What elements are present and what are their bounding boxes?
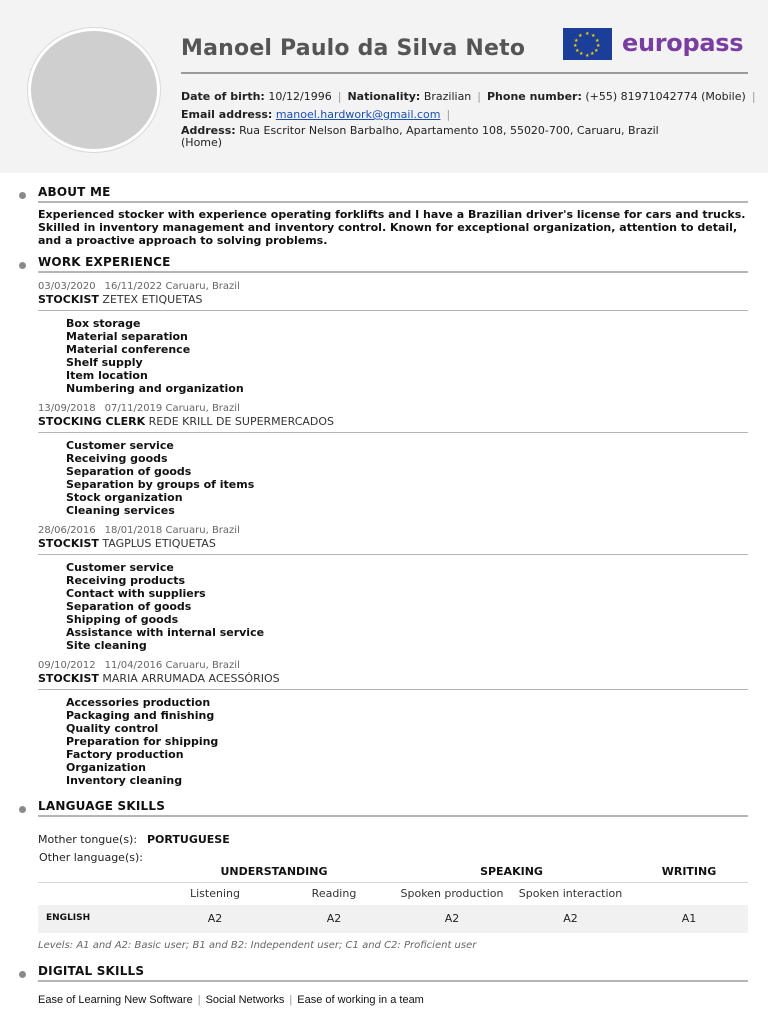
list-item: Packaging and finishing (66, 709, 215, 722)
job-start-date: 28/06/2016 (38, 525, 96, 536)
separator: | (477, 90, 481, 103)
subheader-spoken-production: Spoken production (400, 887, 504, 900)
section-divider (38, 201, 748, 203)
list-item: Stock organization (66, 491, 183, 504)
job-title (38, 537, 216, 550)
phone-value: (+55) 81971042774 (Mobile) (585, 90, 746, 103)
job-dates (38, 281, 240, 292)
list-item: Ease of working in a team (297, 994, 424, 1006)
job-company: ZETEX ETIQUETAS (102, 293, 203, 306)
separator: | (289, 994, 293, 1006)
level-spoken-production: A2 (444, 912, 460, 925)
list-item: Cleaning services (66, 504, 175, 517)
address-type: (Home) (181, 136, 223, 149)
job-divider (38, 310, 748, 311)
section-divider (38, 271, 748, 273)
job-title (38, 293, 203, 306)
profile-photo (28, 28, 160, 152)
job-company: TAGPLUS ETIQUETAS (102, 537, 216, 550)
nationality-label: Nationality: (347, 90, 421, 103)
mother-tongue-label: Mother tongue(s): (38, 833, 138, 846)
job-start-date: 13/09/2018 (38, 403, 96, 414)
separator: | (446, 108, 451, 121)
dob-value: 10/12/1996 (268, 90, 332, 103)
bullet-dot-icon (19, 262, 26, 269)
job-role: STOCKIST (38, 672, 99, 685)
dob-label: Date of birth: (181, 90, 265, 103)
job-dates (38, 403, 240, 414)
job-dates (38, 525, 240, 536)
job-role: STOCKIST (38, 537, 99, 550)
level-spoken-interaction: A2 (563, 912, 578, 925)
job-title (38, 672, 280, 685)
bullet-dot-icon (19, 192, 26, 199)
list-item: Shipping of goods (66, 613, 179, 626)
job-end-location: 16/11/2022 Caruaru, Brazil (104, 281, 240, 292)
eu-flag-icon: ★ ★ ★ ★ ★ ★ ★ ★ ★ ★ ★ ★ (563, 28, 612, 60)
header-understanding: UNDERSTANDING (220, 865, 328, 878)
nationality-value: Brazilian (423, 90, 472, 103)
job-divider (38, 554, 748, 555)
list-item: Quality control (66, 722, 159, 735)
address-line (181, 124, 659, 137)
separator: | (751, 90, 756, 103)
bullet-dot-icon (19, 971, 26, 978)
section-title-languages: LANGUAGE SKILLS (38, 799, 166, 813)
subheader-spoken-interaction: Spoken interaction (518, 887, 623, 900)
email-label: Email address: (181, 108, 273, 121)
level-reading: A2 (326, 912, 342, 925)
section-divider (38, 815, 748, 817)
language-name: ENGLISH (46, 913, 91, 923)
email-link[interactable]: manoel.hardwork@gmail.com (275, 108, 441, 121)
list-item: Box storage (66, 317, 141, 330)
level-listening: A2 (207, 912, 223, 925)
list-item: Material conference (66, 343, 191, 356)
list-item: Customer service (66, 439, 174, 452)
list-item: Receiving goods (66, 452, 168, 465)
list-item: Factory production (66, 748, 184, 761)
separator: | (197, 994, 201, 1006)
name-divider (181, 72, 748, 74)
section-divider (38, 980, 748, 982)
job-role: STOCKING CLERK (38, 415, 146, 428)
europass-logo: europass (622, 29, 744, 57)
address-value: Rua Escritor Nelson Barbalho, Apartamento 108, 55020-700, Caruaru, Brazil (239, 124, 659, 137)
table-divider (38, 882, 748, 883)
job-end-location: 18/01/2018 Caruaru, Brazil (104, 525, 240, 536)
list-item: Separation by groups of items (66, 478, 255, 491)
list-item: Item location (66, 369, 148, 382)
job-company: MARIA ARRUMADA ACESSÓRIOS (102, 672, 280, 685)
job-task-list (66, 561, 264, 652)
list-item: Ease of Learning New Software (38, 994, 193, 1006)
job-task-list (66, 439, 254, 517)
email-line (181, 108, 456, 121)
mother-tongue-value: PORTUGUESE (147, 833, 230, 846)
phone-label: Phone number: (487, 90, 582, 103)
job-end-location: 11/04/2016 Caruaru, Brazil (104, 660, 240, 671)
about-text: Experienced stocker with experience operating forklifts and I have a Brazilian driver's license for cars and trucks. Skilled in inventory management and inventory control. Known for exceptional organization, attention to detail, and a proactive approach to solving problems. (38, 208, 746, 247)
levels-note: Levels: A1 and A2: Basic user; B1 and B2: Independent user; C1 and C2: Proficient user (38, 940, 477, 951)
list-item: Organization (66, 761, 146, 774)
list-item: Inventory cleaning (66, 774, 183, 787)
section-title-work: WORK EXPERIENCE (38, 255, 171, 269)
list-item: Material separation (66, 330, 188, 343)
subheader-reading: Reading (311, 887, 357, 900)
list-item: Numbering and organization (66, 382, 244, 395)
job-role: STOCKIST (38, 293, 99, 306)
subheader-listening: Listening (190, 887, 240, 900)
list-item: Separation of goods (66, 600, 192, 613)
separator: | (337, 90, 342, 103)
job-end-location: 07/11/2019 Caruaru, Brazil (104, 403, 240, 414)
job-start-date: 09/10/2012 (38, 660, 96, 671)
address-label: Address: (181, 124, 236, 137)
list-item: Shelf supply (66, 356, 143, 369)
section-title-about: ABOUT ME (38, 185, 111, 199)
bullet-dot-icon (19, 806, 26, 813)
job-divider (38, 432, 748, 433)
job-title (38, 415, 334, 428)
list-item: Contact with suppliers (66, 587, 206, 600)
person-name: Manoel Paulo da Silva Neto (181, 36, 526, 61)
list-item: Accessories production (66, 696, 211, 709)
list-item: Site cleaning (66, 639, 147, 652)
job-task-list (66, 696, 218, 787)
other-languages-label: Other language(s): (39, 851, 143, 864)
job-company: REDE KRILL DE SUPERMERCADOS (148, 415, 335, 428)
header-writing: WRITING (661, 865, 717, 878)
job-task-list (66, 317, 244, 395)
header-speaking: SPEAKING (480, 865, 543, 878)
digital-skills-list (38, 994, 424, 1006)
personal-info-line (181, 90, 762, 103)
job-start-date: 03/03/2020 (38, 281, 96, 292)
list-item: Social Networks (205, 994, 285, 1006)
level-writing: A1 (681, 912, 697, 925)
list-item: Receiving products (66, 574, 186, 587)
job-divider (38, 689, 748, 690)
list-item: Assistance with internal service (66, 626, 265, 639)
list-item: Customer service (66, 561, 174, 574)
list-item: Preparation for shipping (66, 735, 219, 748)
job-dates (38, 660, 240, 671)
section-title-digital: DIGITAL SKILLS (38, 964, 145, 978)
list-item: Separation of goods (66, 465, 192, 478)
